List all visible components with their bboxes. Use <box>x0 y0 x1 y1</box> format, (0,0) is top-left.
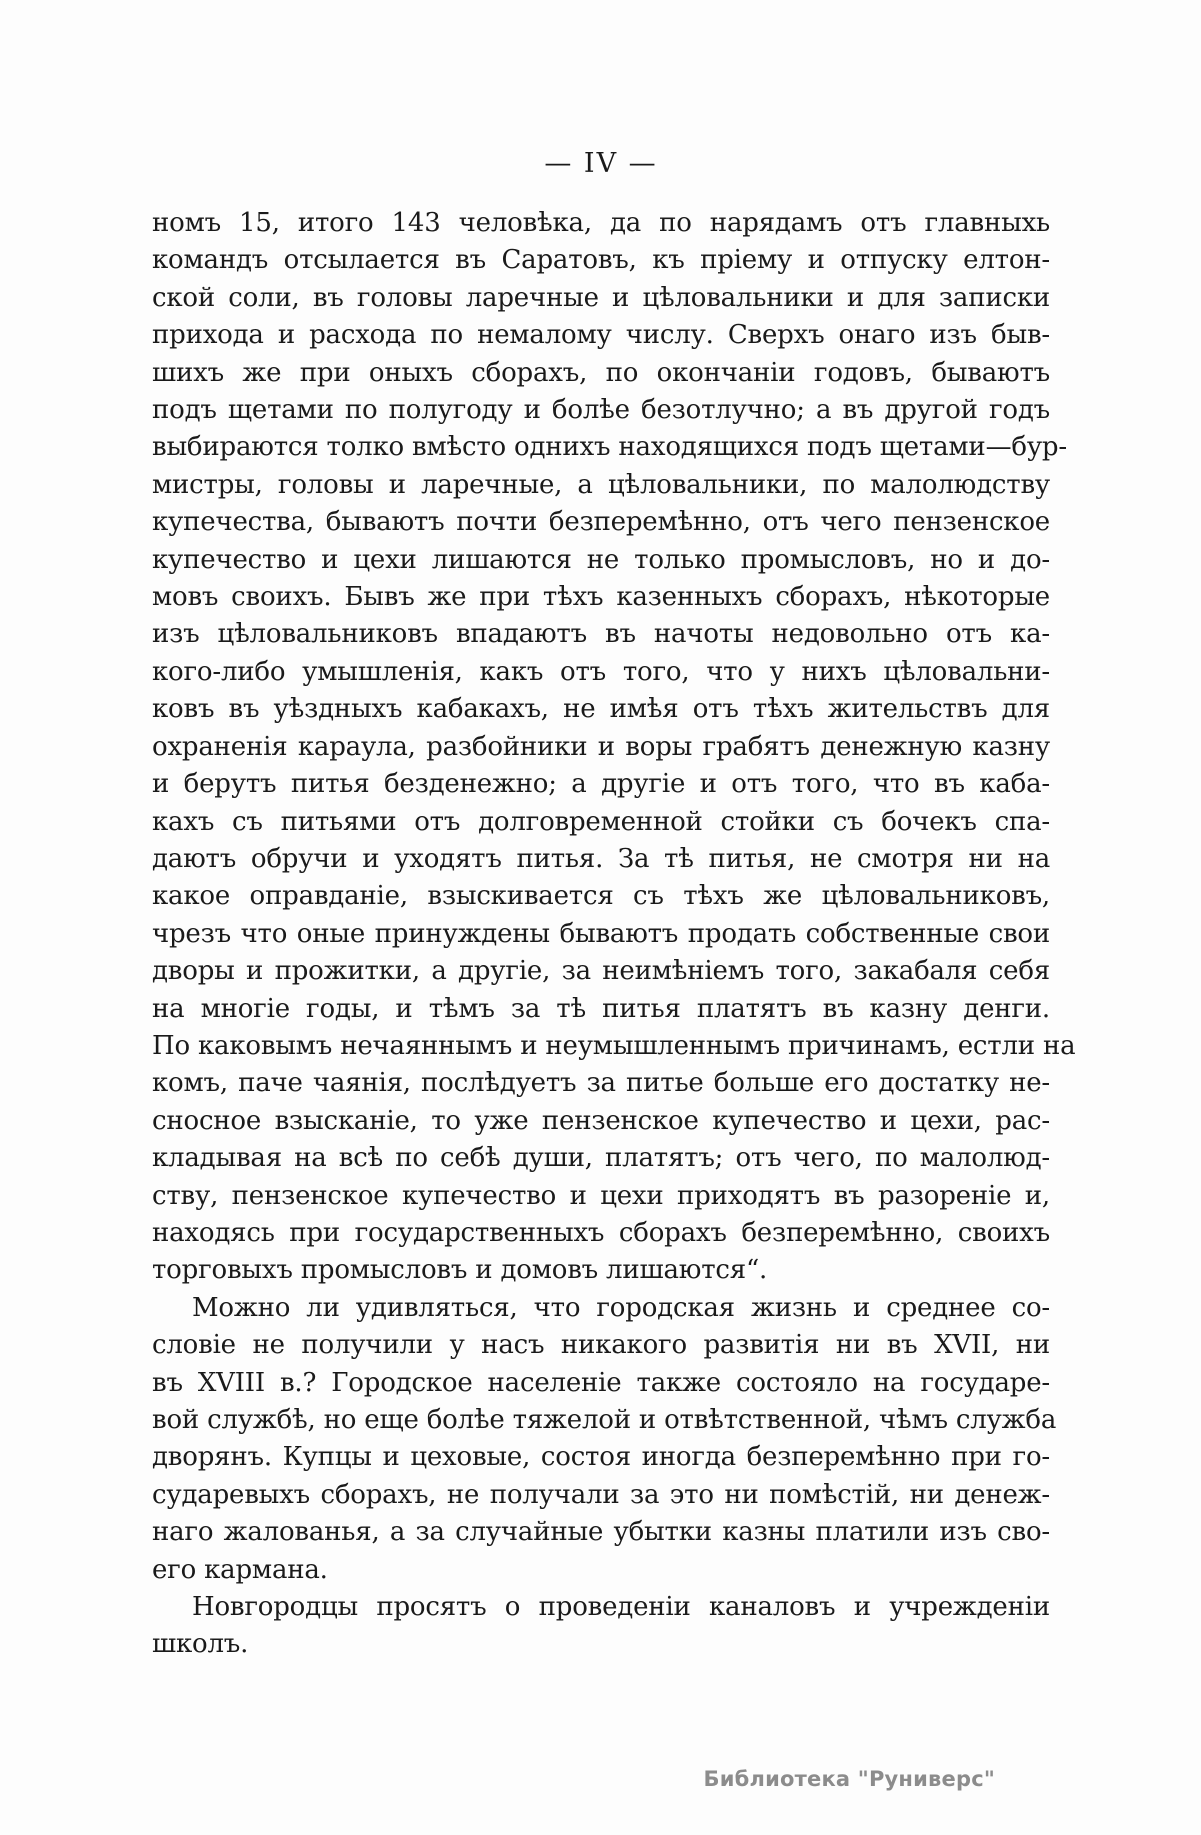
text-line: на многіе годы, и тѣмъ за тѣ питья платятъ въ казну денги. <box>152 993 1050 1024</box>
text-line: шихъ же при оныхъ сборахъ, по окончаніи годовъ, бываютъ <box>152 357 1050 388</box>
paragraph <box>152 1589 1050 1664</box>
text-line: кахъ съ питьями отъ долговременной стойки съ бочекъ спа- <box>152 806 1050 837</box>
text-line: Можно ли удивляться, что городская жизнь и среднее со- <box>192 1292 1050 1323</box>
text-line: По каковымъ нечаяннымъ и неумышленнымъ причинамъ, естли на <box>152 1030 1076 1061</box>
text-line: и берутъ питья безденежно; а другіе и отъ того, что въ каба- <box>152 769 1050 800</box>
text-line: дворянъ. Купцы и цеховые, состоя иногда безперемѣнно при го- <box>152 1442 1050 1473</box>
paragraph <box>152 205 1076 1290</box>
text-line: мовъ своихъ. Бывъ же при тѣхъ казенныхъ сборахъ, нѣкоторые <box>152 582 1050 613</box>
page-number: — IV — <box>544 148 658 179</box>
paragraph <box>152 1290 1057 1589</box>
text-line: комъ, паче чаянія, послѣдуетъ за питье больше его достатку не- <box>152 1068 1050 1099</box>
text-line: словіе не получили у насъ никакого развитія ни въ XVII, ни <box>152 1330 1050 1361</box>
text-line: командъ отсылается въ Саратовъ, къ пріему и отпуску елтон- <box>152 245 1050 276</box>
text-line: мистры, головы и ларечные, а цѣловальники, по малолюдству <box>152 469 1050 500</box>
text-line: даютъ обручи и уходятъ питья. За тѣ питья, не смотря ни на <box>152 843 1050 874</box>
text-line: сносное взысканіе, то уже пензенское купечество и цехи, рас- <box>152 1105 1050 1136</box>
text-line: прихода и расхода по немалому числу. Сверхъ онаго изъ быв- <box>152 320 1050 351</box>
text-line: въ XVIII в.? Городское населеніе также состояло на государе- <box>152 1367 1050 1398</box>
text-line: номъ 15, итого 143 человѣка, да по нарядамъ отъ главныхь <box>152 208 1050 238</box>
text-line: Новгородцы просятъ о проведеніи каналовъ и учрежденіи <box>192 1592 1050 1623</box>
text-line: ковъ въ уѣздныхъ кабакахъ, не имѣя отъ тѣхъ жительствъ для <box>152 694 1050 725</box>
text-line: ской соли, въ головы ларечные и цѣловальники и для записки <box>152 282 1050 313</box>
text-line: какое оправданіе, взыскивается съ тѣхъ же цѣловальниковъ, <box>152 881 1050 912</box>
text-line: охраненія караула, разбойники и воры грабятъ денежную казну <box>152 731 1050 762</box>
text-line: дворы и прожитки, а другіе, за неимѣніемъ того, закабаля себя <box>152 956 1050 987</box>
text-line: купечество и цехи лишаются не только промысловъ, но и до- <box>152 544 1050 575</box>
text-line: подъ щетами по полугоду и болѣе безотлучно; а въ другой годъ <box>152 395 1050 426</box>
text-line: кого-либо умышленія, какъ отъ того, что у нихъ цѣловальни- <box>152 656 1050 687</box>
text-line: купечества, бываютъ почти безперемѣнно, отъ чего пензенское <box>152 507 1050 538</box>
text-line: сударевыхъ сборахъ, не получали за это ни помѣстій, ни денеж- <box>152 1479 1050 1510</box>
text-line: его кармана. <box>152 1554 328 1585</box>
text-line: выбираются толко вмѣсто однихъ находящихся подъ щетами—бур- <box>152 432 1067 463</box>
text-line: наго жалованья, а за случайные убытки казны платили изъ сво- <box>152 1517 1050 1548</box>
text-line: изъ цѣловальниковъ впадаютъ въ начоты недовольно отъ ка- <box>152 619 1050 650</box>
text-line: вой службѣ, но еще болѣе тяжелой и отвѣтственной, чѣмъ служба <box>152 1405 1057 1435</box>
text-line: кладывая на всѣ по себѣ души, платятъ; отъ чего, по малолюд- <box>152 1143 1050 1174</box>
text-line: торговыхъ промысловъ и домовъ лишаются“. <box>152 1255 768 1286</box>
text-line: школъ. <box>152 1629 249 1660</box>
text-line: ству, пензенское купечество и цехи приходятъ въ разореніе и, <box>152 1180 1050 1211</box>
body-text <box>152 205 1076 1664</box>
library-watermark: Библиотека "Руниверс" <box>703 1767 995 1791</box>
text-line: находясь при государственныхъ сборахъ безперемѣнно, своихъ <box>152 1217 1050 1248</box>
text-line: чрезъ что оные принуждены бываютъ продать собственные свои <box>152 918 1050 949</box>
